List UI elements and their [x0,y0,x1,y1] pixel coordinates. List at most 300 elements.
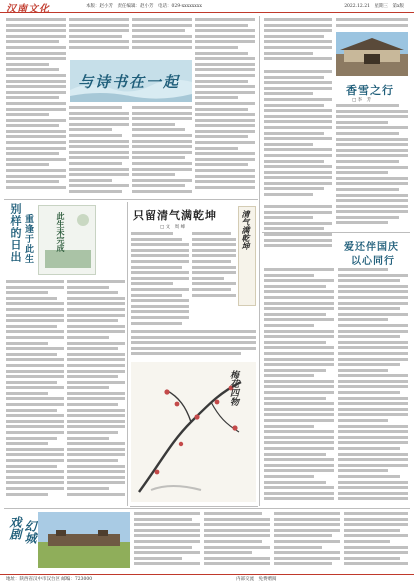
text-line [195,24,248,27]
text-line [338,380,408,383]
text-line [132,112,192,115]
text-line [338,436,408,439]
text-line [264,307,334,310]
text-line [69,46,129,49]
text-line [6,302,64,305]
text-line [67,392,125,395]
text-line [6,80,66,83]
text-line [264,335,334,338]
text-line [264,211,332,214]
text-line [67,280,125,283]
text-line [195,141,255,144]
text-line [195,52,248,55]
text-line [131,238,182,241]
text-line [264,137,332,140]
text-line [264,358,334,361]
text-line [6,370,64,373]
text-line [264,453,326,456]
text-line [6,280,64,283]
text-line [336,154,408,157]
text-line [344,546,408,549]
text-line [336,199,408,202]
text-line [6,186,66,189]
divider-top [4,199,258,200]
text-line [134,562,200,565]
text-line [67,425,125,428]
text-line [195,175,255,178]
text-line [338,391,400,394]
qingqi-byline: □ 文 周 峰 [160,225,186,230]
text-line [195,135,248,138]
text-line [338,358,408,361]
text-line [67,314,125,317]
bottom-col-2 [204,512,270,570]
text-line [338,441,408,444]
text-line [338,352,408,355]
text-line [264,475,314,478]
love-title-b: 以心同行 [351,256,395,267]
travel-byline: □ 李 芳 [352,98,372,103]
text-line [204,551,252,554]
text-line [264,352,334,355]
text-line [264,160,324,163]
text-line [69,117,129,120]
text-line [6,465,57,468]
text-line [264,302,334,305]
text-line [195,96,238,99]
text-line [67,336,109,339]
text-line [264,29,332,32]
text-line [338,419,388,422]
divider-center-bottom [130,506,258,507]
text-line [6,476,64,479]
text-line [67,358,125,361]
text-line [264,397,326,400]
text-line [195,108,248,111]
text-line [131,277,189,280]
text-line [131,316,189,319]
divider-top-mid [259,16,260,506]
text-line [195,152,255,155]
text-line [264,46,332,49]
text-line [204,557,270,560]
text-line [6,135,66,138]
text-line [134,546,192,549]
text-line [204,562,270,565]
travel-photo-art [336,32,408,76]
text-line [67,286,109,289]
text-line [274,562,332,565]
text-line [195,102,255,105]
text-line [264,430,334,433]
text-line [274,523,340,526]
text-line [264,35,324,38]
text-line [264,274,314,277]
text-line [338,397,408,400]
text-line [338,402,408,405]
text-line [264,57,332,60]
text-line [6,286,64,289]
text-line [192,282,236,285]
text-line [6,147,66,150]
text-line [67,302,125,305]
text-line [131,288,189,291]
text-line [264,441,334,444]
text-line [6,29,66,32]
text-line [192,243,236,246]
text-line [6,52,66,55]
text-line [134,540,200,543]
text-line [67,342,125,345]
text-line [192,288,231,291]
book-title-a: 别样的日出 [9,203,22,263]
text-line [6,291,48,294]
text-line [6,130,66,133]
text-line [264,109,332,112]
text-line [6,364,64,367]
text-line [67,431,118,434]
text-line [132,151,192,154]
text-line [338,279,400,282]
text-line [338,469,388,472]
text-line [69,123,129,126]
text-line [195,163,248,166]
text-line [264,171,332,174]
text-line [195,29,255,32]
text-line [6,386,64,389]
text-line [6,46,66,49]
text-line [336,188,399,191]
text-line [338,296,408,299]
text-line [6,392,48,395]
text-line [338,475,400,478]
text-line [6,18,66,21]
divider-book [127,202,128,506]
text-line [67,448,125,451]
text-line [336,143,408,146]
text-line [67,291,118,294]
text-line [338,464,408,467]
qingqi-title: 只留清气满乾坤 [133,209,217,222]
text-line [344,562,408,565]
text-line [336,121,388,124]
text-line [69,190,122,193]
text-line [264,486,334,489]
text-line [264,481,326,484]
text-line [69,151,129,154]
text-line [338,302,408,305]
text-line [264,148,332,151]
text-line [69,128,112,131]
text-line [204,518,270,521]
text-line [274,529,340,532]
text-line [264,70,332,73]
text-line [195,158,255,161]
text-line [336,166,408,169]
text-line [69,24,129,27]
text-line [195,91,255,94]
text-line [336,138,408,141]
text-line [6,414,64,417]
book-cover-text: 此生未完成 [56,212,66,252]
text-line [67,493,125,496]
text-line [264,92,313,95]
text-line [336,24,408,27]
qingqi-col-1 [131,232,189,328]
text-line [132,24,192,27]
text-line [134,551,200,554]
text-line [195,68,255,71]
masthead-date: 2022.12.21 星期三 第x版 [344,4,404,9]
text-line [134,518,192,521]
text-line [6,453,64,456]
text-line [132,18,192,21]
text-line [132,134,192,137]
text-line [6,180,59,183]
text-line [131,347,256,350]
text-line [6,403,64,406]
qingqi-col-2 [192,232,236,304]
right-col-2 [336,18,408,30]
text-line [134,512,200,515]
poetry-col-4 [195,18,255,196]
text-line [131,299,189,302]
text-line [132,168,192,171]
text-line [264,318,334,321]
text-line [192,294,236,297]
text-line [336,160,399,163]
text-line [338,385,408,388]
text-line [6,119,66,122]
text-line [264,115,332,118]
text-line [192,249,236,252]
text-line [192,238,236,241]
text-line [67,437,109,440]
text-line [69,40,129,43]
text-line [264,40,332,43]
text-line [195,119,255,122]
text-line [195,63,255,66]
bottom-col-4 [344,512,408,570]
text-line [6,124,59,127]
text-line [336,104,399,107]
text-line [264,464,334,467]
text-line [336,126,408,129]
text-line [338,497,408,500]
text-line [131,294,182,297]
text-line [69,184,129,187]
text-line [67,442,125,445]
text-line [6,158,66,161]
text-line [274,518,340,521]
text-line [204,546,270,549]
text-line [344,512,408,515]
text-line [336,205,408,208]
text-line [336,216,399,219]
text-line [264,391,334,394]
text-line [131,243,189,246]
text-line [67,297,125,300]
text-line [264,268,334,271]
text-line [132,184,185,187]
text-line [6,347,64,350]
text-line [131,310,189,313]
text-line [344,534,408,537]
text-line [69,106,122,109]
text-line [67,370,125,373]
text-line [132,128,185,131]
text-line [195,74,255,77]
text-line [195,124,255,127]
divider-bottom [4,508,410,509]
text-line [274,557,340,560]
text-line [195,130,255,133]
text-line [336,177,408,180]
text-line [338,458,408,461]
text-line [264,497,334,500]
text-line [132,123,175,126]
text-line [6,314,64,317]
text-line [132,156,185,159]
text-line [264,52,313,55]
text-line [336,194,408,197]
text-line [6,459,64,462]
text-line [338,268,388,271]
text-line [274,534,332,537]
text-line [192,266,236,269]
travel-title: 香雪之行 [346,84,394,97]
text-line [264,165,332,168]
text-line [274,546,322,549]
text-line [264,346,334,349]
drama-photo-art [38,512,130,568]
text-line [338,425,408,428]
text-line [6,68,59,71]
text-line [204,534,270,537]
text-line [134,529,200,532]
text-line [264,187,324,190]
text-line [195,46,238,49]
masthead-info: 本版：赵小芳 责任编辑：赵小芳 电话：029-xxxxxxxx [86,4,202,9]
text-line [204,523,270,526]
text-line [338,346,408,349]
text-line [67,381,125,384]
text-line [131,352,241,355]
text-line [67,347,118,350]
text-line [6,169,66,172]
text-line [264,447,334,450]
text-line [67,330,125,333]
text-line [336,110,408,113]
text-line [195,80,248,83]
right-col-6 [264,268,334,504]
text-line [6,487,64,490]
text-line [264,385,334,388]
text-line [336,115,408,118]
text-line [67,459,118,462]
text-line [204,512,262,515]
text-line [6,431,64,434]
text-line [338,492,408,495]
text-line [6,448,64,451]
text-line [338,486,408,489]
bottom-col-1 [134,512,200,570]
text-line [195,18,255,21]
footer-right: 内部交流 免费赠阅 [236,577,277,582]
text-line [67,353,125,356]
text-line [67,487,109,490]
text-line [336,18,408,21]
text-line [6,108,66,111]
text-line [338,285,408,288]
text-line [6,91,66,94]
text-line [132,145,192,148]
book-cover-art [39,206,96,275]
text-line [338,453,408,456]
painting-caption: 梅花四物 [228,370,238,406]
text-line [338,324,408,327]
text-line [131,254,189,257]
poetry-col-2b [69,106,129,196]
text-line [264,313,326,316]
text-line [264,193,313,196]
text-line [264,296,334,299]
text-line [67,476,125,479]
text-line [69,134,122,137]
text-line [338,430,408,433]
text-line [264,104,324,107]
text-line [264,126,332,129]
poetry-title: 与诗书在一起 [78,73,181,91]
text-line [264,330,334,333]
text-line [67,397,125,400]
text-line [67,409,125,412]
right-col-7 [338,268,408,504]
text-line [344,518,408,521]
text-line [67,414,125,417]
text-line [134,557,182,560]
text-line [67,453,125,456]
text-line [338,335,400,338]
text-line [338,447,400,450]
text-line [6,481,64,484]
text-line [6,102,66,105]
text-line [338,363,400,366]
text-line [6,330,64,333]
text-line [131,260,189,263]
text-line [264,222,332,225]
text-line [274,512,340,515]
text-line [264,205,332,208]
text-line [6,163,49,166]
text-line [338,341,408,344]
text-line [264,81,332,84]
text-line [264,233,332,236]
text-line [264,408,334,411]
text-line [67,403,118,406]
text-line [264,216,313,219]
text-line [6,420,64,423]
text-line [6,470,64,473]
love-title-a: 爱还伴国庆 [344,242,399,253]
text-line [192,254,236,257]
text-line [6,409,57,412]
text-line [6,325,57,328]
text-line [344,551,408,554]
text-line [274,540,340,543]
text-line [69,145,129,148]
text-line [131,330,256,333]
